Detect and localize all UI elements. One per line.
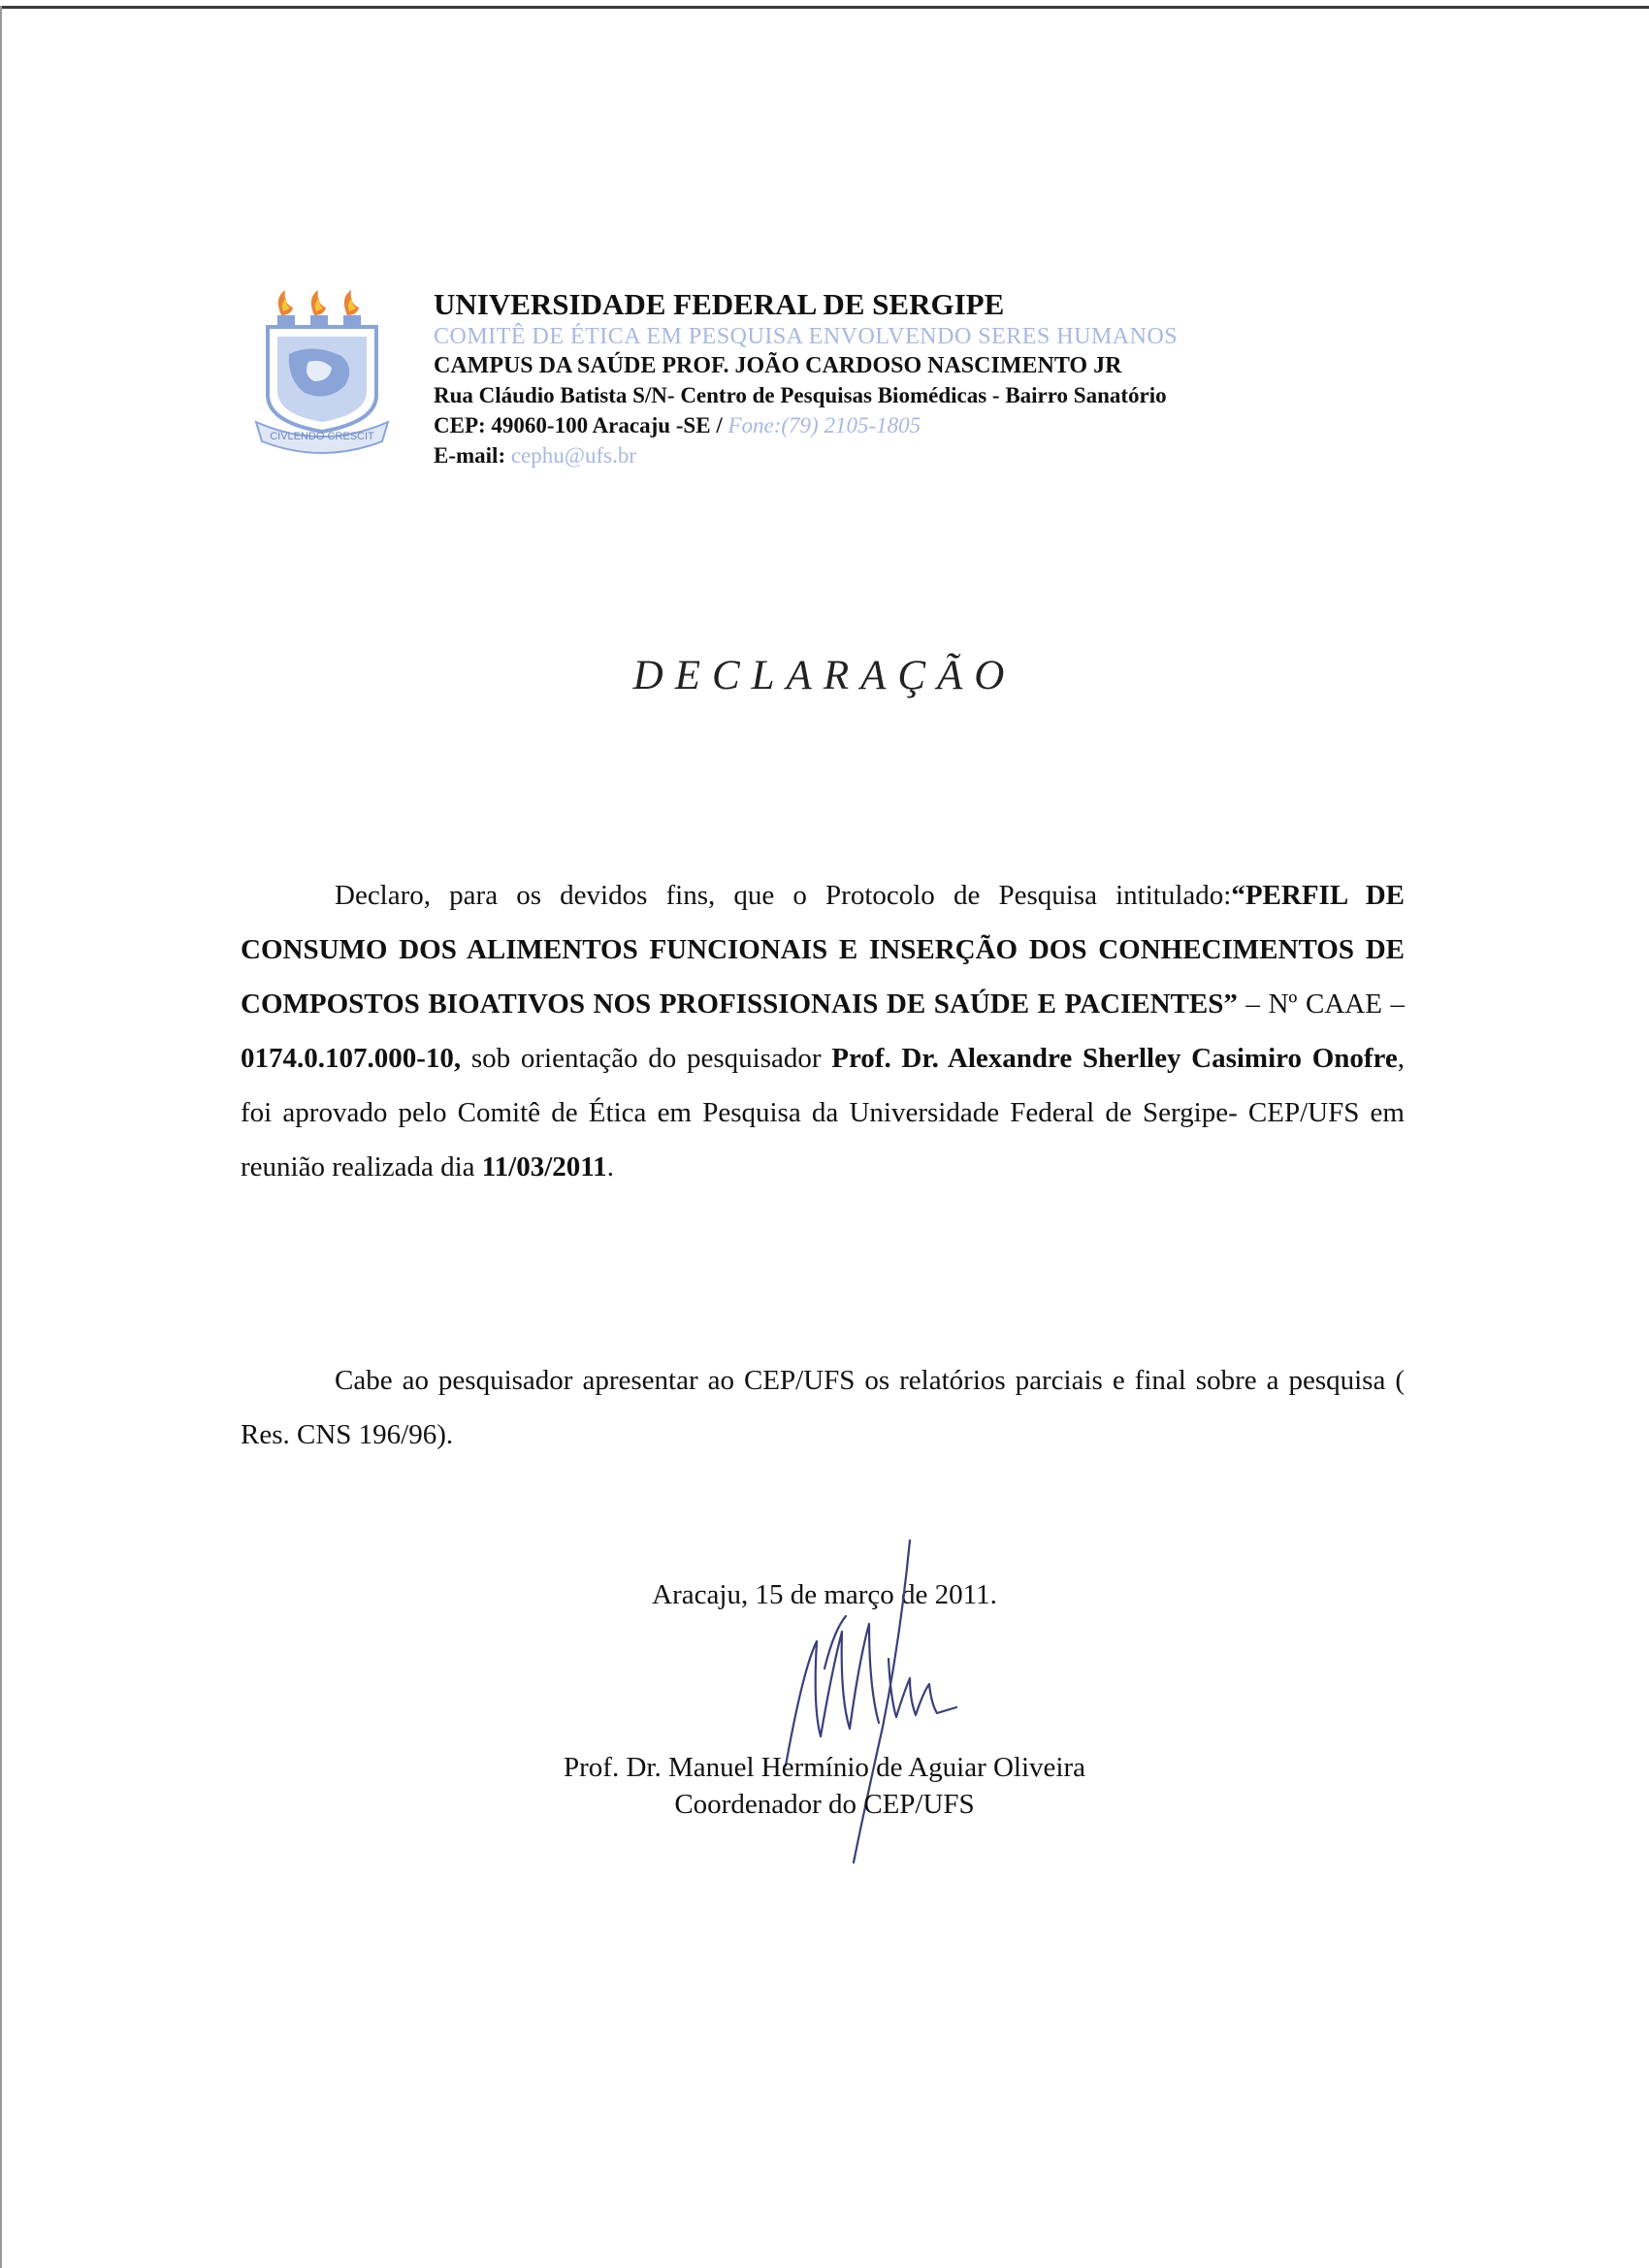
logo-motto: CIVLENDO CRESCIT bbox=[270, 431, 374, 442]
p1-mid: sob orientação do pesquisador bbox=[461, 1043, 832, 1074]
p1-rest: , foi aprovado pelo Comitê de Ética em Pesquisa da Universidade Federal de Sergipe- CEP/UFS em reunião realizada dia bbox=[241, 1043, 1406, 1183]
campus-name: CAMPUS DA SAÚDE PROF. JOÃO CARDOSO NASCIMENTO JR bbox=[434, 353, 1122, 378]
cep-text: CEP: 49060-100 Aracaju -SE / bbox=[434, 413, 723, 437]
handwritten-signature bbox=[728, 1523, 1018, 1882]
page-left-border bbox=[0, 6, 2, 2268]
researcher-name: Prof. Dr. Alexandre Sherlley Casimiro Onofre bbox=[831, 1043, 1398, 1074]
phone-text: Fone:(79) 2105-1805 bbox=[728, 413, 922, 437]
declaration-paragraph bbox=[241, 868, 1405, 1194]
signer-block bbox=[0, 1749, 1649, 1823]
caae-label: – Nº CAAE – bbox=[1237, 988, 1405, 1020]
document-title: DECLARAÇÃO bbox=[632, 653, 1017, 698]
university-name: UNIVERSIDADE FEDERAL DE SERGIPE bbox=[434, 287, 1005, 321]
signer-role: Coordenador do CEP/UFS bbox=[674, 1789, 975, 1820]
place-date: Aracaju, 15 de março de 2011. bbox=[652, 1579, 997, 1610]
p1-lead: Declaro, para os devidos fins, que o Protocolo de Pesquisa intitulado: bbox=[335, 880, 1232, 911]
signer-name: Prof. Dr. Manuel Hermínio de Aguiar Oliveira bbox=[564, 1752, 1085, 1783]
email-link[interactable]: cephu@ufs.br bbox=[510, 443, 636, 468]
protocol-title: “PERFIL DE CONSUMO DOS ALIMENTOS FUNCIONAIS E INSERÇÃO DOS CONHECIMENTOS DE COMPOSTOS BIOATIVOS NOS PROFISSIONAIS DE SAÚDE E PACIENTES” bbox=[241, 880, 1405, 1020]
caae-number: 0174.0.107.000-10, bbox=[241, 1043, 462, 1074]
p1-end: . bbox=[606, 1151, 614, 1183]
email-label: E-mail: bbox=[434, 443, 506, 468]
cep-phone-line bbox=[434, 410, 1307, 440]
university-logo-icon bbox=[254, 286, 390, 456]
torch-flames-icon bbox=[277, 290, 361, 325]
meeting-date: 11/03/2011 bbox=[481, 1151, 607, 1183]
obligation-paragraph: Cabe ao pesquisador apresentar ao CEP/UFS os relatórios parciais e final sobre a pesquisa ( Res. CNS 196/96). bbox=[241, 1365, 1405, 1450]
address-line: Rua Cláudio Batista S/N- Centro de Pesquisas Biomédicas - Bairro Sanatório bbox=[434, 383, 1167, 407]
committee-name: COMITÊ DE ÉTICA EM PESQUISA ENVOLVENDO SERES HUMANOS bbox=[434, 324, 1179, 349]
letterhead bbox=[434, 287, 1307, 470]
page-top-border bbox=[0, 6, 1649, 9]
email-line bbox=[434, 440, 1307, 470]
